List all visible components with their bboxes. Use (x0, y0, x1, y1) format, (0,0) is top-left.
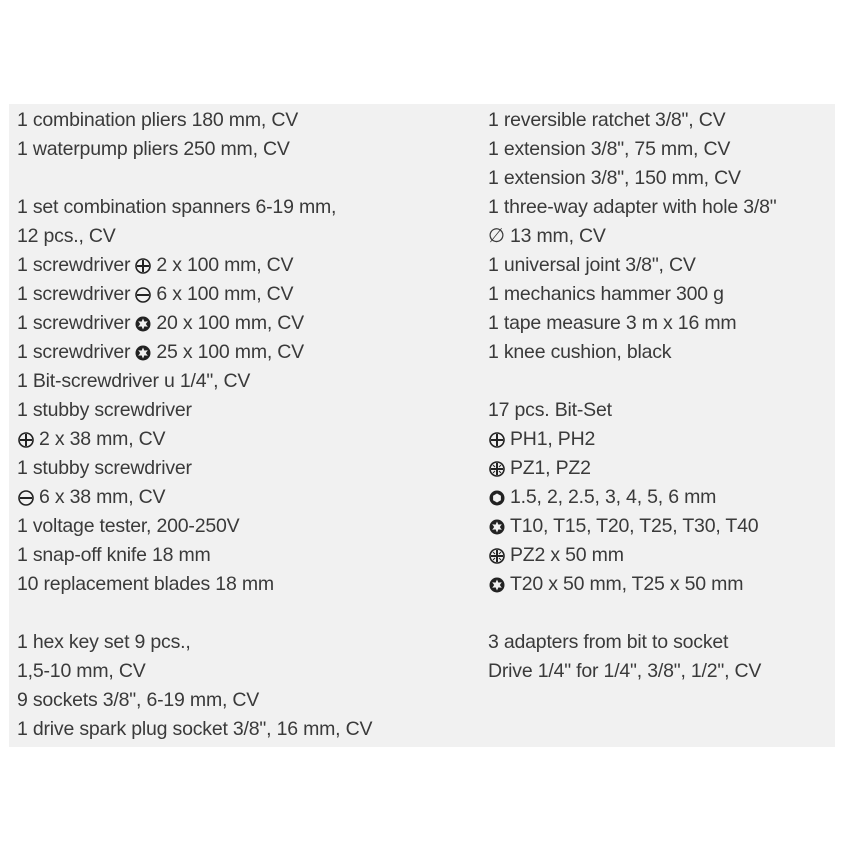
item-text: 1 three-way adapter with hole 3/8" (488, 196, 777, 218)
right-column (488, 106, 776, 686)
list-item (17, 367, 372, 396)
item-text: 1 tape measure 3 m x 16 mm (488, 312, 737, 334)
item-text: PH1, PH2 (510, 428, 596, 450)
item-text: 1 Bit-screwdriver u 1/4", CV (17, 370, 251, 392)
list-item (488, 106, 776, 135)
list-item (17, 222, 372, 251)
item-text: 6 x 38 mm, CV (39, 486, 166, 508)
list-item (17, 628, 372, 657)
item-text: 1 stubby screwdriver (17, 399, 192, 421)
item-text: 1 drive spark plug socket 3/8", 16 mm, CV (17, 718, 373, 740)
item-prefix: 1 screwdriver (17, 283, 131, 305)
item-text: PZ1, PZ2 (510, 457, 591, 479)
item-text: 20 x 100 mm, CV (156, 312, 304, 334)
list-item (488, 280, 776, 309)
item-text: 2 x 38 mm, CV (39, 428, 166, 450)
phillips-icon (17, 431, 35, 449)
item-text: 1 voltage tester, 200-250V (17, 515, 240, 537)
item-text: 1 universal joint 3/8", CV (488, 254, 696, 276)
list-item (17, 280, 372, 309)
list-item (488, 222, 776, 251)
spacer (488, 367, 776, 396)
hex-icon (488, 489, 506, 507)
left-column (17, 106, 372, 744)
item-text: Drive 1/4" for 1/4", 3/8", 1/2", CV (488, 660, 762, 682)
list-item (488, 483, 776, 512)
list-item (488, 251, 776, 280)
list-item (488, 657, 776, 686)
list-item (17, 541, 372, 570)
item-text: 1 knee cushion, black (488, 341, 672, 363)
slotted-icon (17, 489, 35, 507)
item-text: 10 replacement blades 18 mm (17, 573, 274, 595)
list-item (488, 164, 776, 193)
list-item (17, 251, 372, 280)
item-text: 1 set combination spanners 6-19 mm, (17, 196, 337, 218)
item-text: 1.5, 2, 2.5, 3, 4, 5, 6 mm (510, 486, 717, 508)
slotted-icon (134, 286, 152, 304)
item-text: 12 pcs., CV (17, 225, 116, 247)
list-item (488, 570, 776, 599)
item-text: 1 extension 3/8", 150 mm, CV (488, 167, 741, 189)
list-item (17, 454, 372, 483)
item-text: 25 x 100 mm, CV (156, 341, 304, 363)
list-item (17, 309, 372, 338)
spacer (17, 164, 372, 193)
list-item (17, 715, 372, 744)
item-text: 3 adapters from bit to socket (488, 631, 729, 653)
list-item (17, 425, 372, 454)
list-item (488, 135, 776, 164)
list-item (17, 106, 372, 135)
item-text: 1 snap-off knife 18 mm (17, 544, 211, 566)
item-text: 1,5-10 mm, CV (17, 660, 146, 682)
item-text: T10, T15, T20, T25, T30, T40 (510, 515, 759, 537)
item-text: ∅ 13 mm, CV (488, 225, 606, 247)
list-item (488, 454, 776, 483)
item-prefix: 1 screwdriver (17, 254, 131, 276)
list-item (488, 309, 776, 338)
item-text: T20 x 50 mm, T25 x 50 mm (510, 573, 744, 595)
list-item (488, 193, 776, 222)
item-list-panel (9, 104, 835, 747)
item-text: 1 combination pliers 180 mm, CV (17, 109, 299, 131)
list-item (488, 425, 776, 454)
list-item (17, 193, 372, 222)
list-item (17, 338, 372, 367)
torx-icon (488, 518, 506, 536)
item-text: 1 hex key set 9 pcs., (17, 631, 191, 653)
pozidriv-icon (488, 547, 506, 565)
item-text: 9 sockets 3/8", 6-19 mm, CV (17, 689, 260, 711)
torx-icon (134, 344, 152, 362)
item-text: 17 pcs. Bit-Set (488, 399, 612, 421)
list-item (17, 135, 372, 164)
item-text: 1 mechanics hammer 300 g (488, 283, 724, 305)
item-text: 1 waterpump pliers 250 mm, CV (17, 138, 290, 160)
item-text: PZ2 x 50 mm (510, 544, 624, 566)
item-prefix: 1 screwdriver (17, 312, 131, 334)
spacer (488, 599, 776, 628)
item-text: 6 x 100 mm, CV (156, 283, 294, 305)
list-item (488, 541, 776, 570)
item-text: 2 x 100 mm, CV (156, 254, 294, 276)
list-item (488, 628, 776, 657)
phillips-icon (134, 257, 152, 275)
phillips-icon (488, 431, 506, 449)
list-item (488, 512, 776, 541)
list-item (17, 570, 372, 599)
spacer (17, 599, 372, 628)
pozidriv-icon (488, 460, 506, 478)
list-item (488, 338, 776, 367)
list-item (17, 657, 372, 686)
list-item (17, 512, 372, 541)
list-item (17, 396, 372, 425)
item-text: 1 extension 3/8", 75 mm, CV (488, 138, 731, 160)
torx-icon (134, 315, 152, 333)
item-text: 1 reversible ratchet 3/8", CV (488, 109, 726, 131)
list-item (488, 396, 776, 425)
list-item (17, 483, 372, 512)
item-text: 1 stubby screwdriver (17, 457, 192, 479)
list-item (17, 686, 372, 715)
torx-icon (488, 576, 506, 594)
item-prefix: 1 screwdriver (17, 341, 131, 363)
